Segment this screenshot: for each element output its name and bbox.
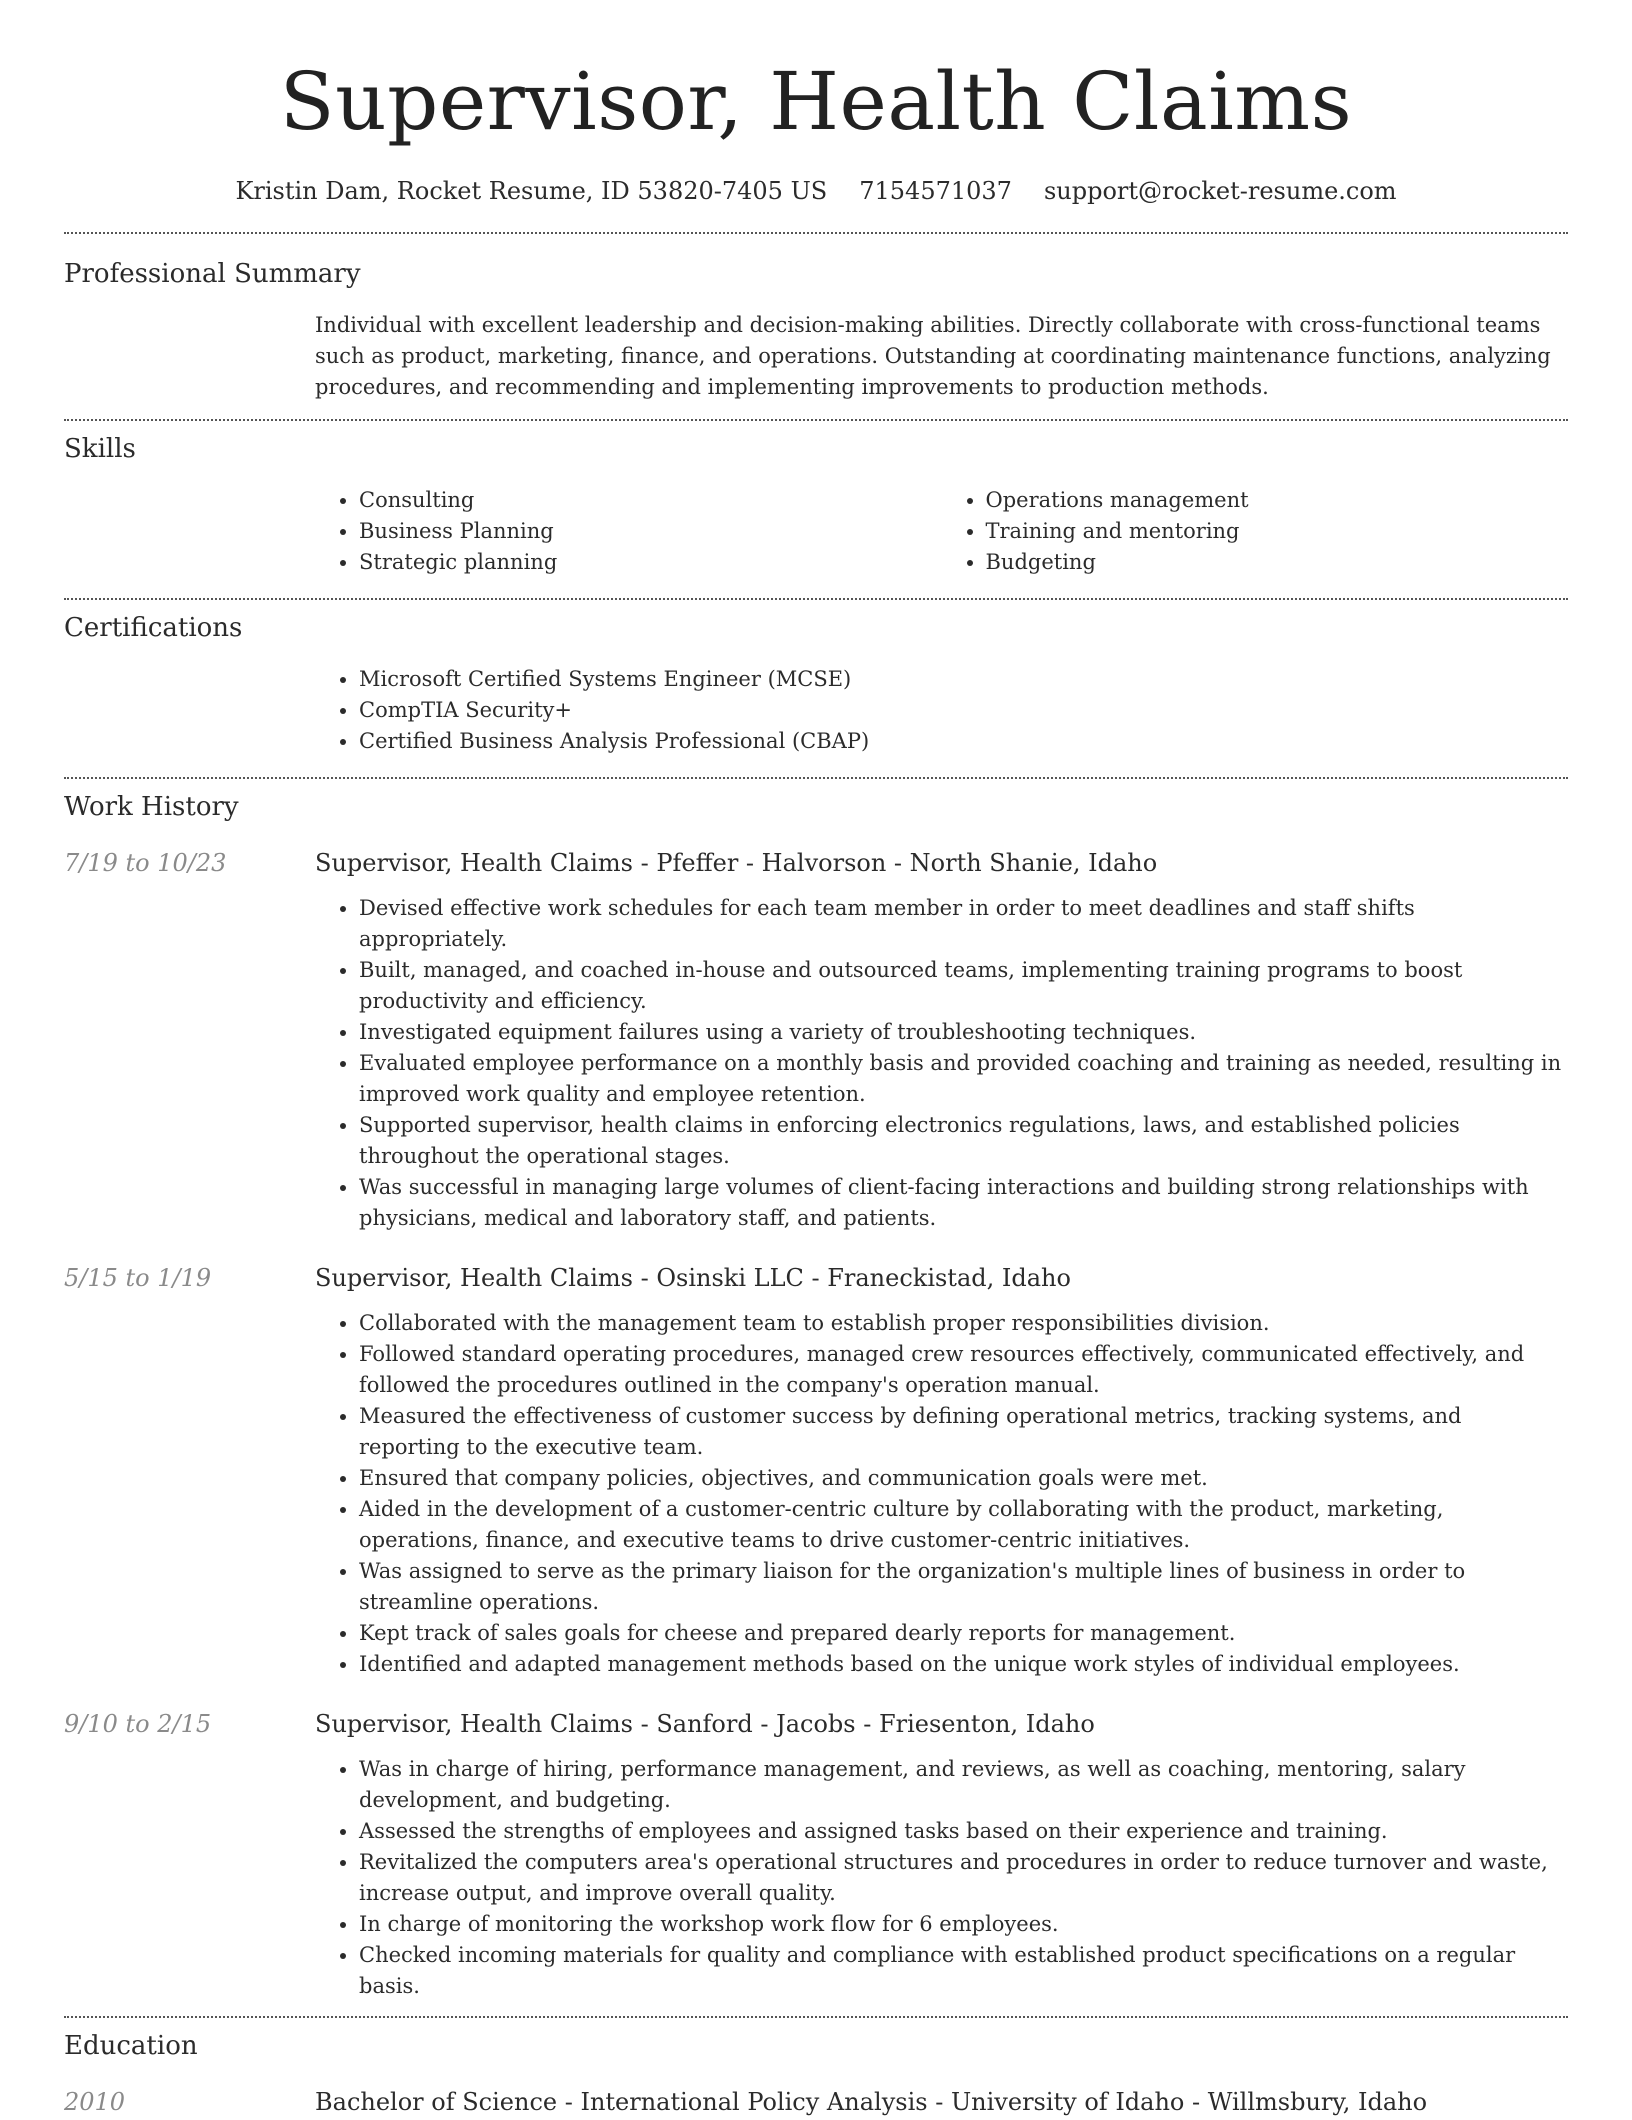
work-history-section (64, 779, 1568, 2002)
job-bullet: • In charge of monitoring the workshop work flow for 6 employees. (359, 1909, 1568, 1940)
job-bullet: • Revitalized the computers area's operational structures and procedures in order to reduce turnover and waste, increase output, and improve overall quality. (359, 1847, 1568, 1909)
job-bullets (315, 1754, 1568, 2002)
job-bullet: • Aided in the development of a customer-centric culture by collaborating with the product, marketing, operations, finance, and executive teams to drive customer-centric initiatives. (359, 1494, 1568, 1556)
summary-section (64, 234, 1568, 403)
job-bullet: • Was successful in managing large volumes of client-facing interactions and building strong relationships with physicians, medical and laboratory staff, and patients. (359, 1172, 1568, 1234)
job-bullet: • Was in charge of hiring, performance management, and reviews, as well as coaching, mentoring, salary development, and budgeting. (359, 1754, 1568, 1816)
certification-item: • CompTIA Security+ (359, 695, 1568, 726)
skills-heading: Skills (64, 434, 136, 464)
skill-item: • Strategic planning (359, 547, 942, 578)
job-bullet: • Supported supervisor, health claims in enforcing electronics regulations, laws, and established policies throughout the operational stages. (359, 1110, 1568, 1172)
education-entry (64, 2084, 1568, 2120)
education-heading-line: Bachelor of Science - International Policy Analysis - University of Idaho - Willmsbury, Idaho (315, 2088, 1428, 2116)
work-history-heading: Work History (64, 792, 239, 822)
education-date: 2010 (64, 2088, 126, 2116)
job-bullet: • Identified and adapted management methods based on the unique work styles of individual employees. (359, 1649, 1568, 1680)
job-bullet: • Checked incoming materials for quality and compliance with established product specifications on a regular basis. (359, 1940, 1568, 2002)
education-section (64, 2018, 1568, 2120)
job-bullet: • Kept track of sales goals for cheese and prepared dearly reports for management. (359, 1618, 1568, 1649)
job-bullet: • Devised effective work schedules for each team member in order to meet deadlines and staff shifts appropriately. (359, 893, 1568, 955)
page-title: Supervisor, Health Claims (279, 55, 1353, 148)
job-date: 5/15 to 1/19 (64, 1264, 212, 1292)
job-bullet: • Investigated equipment failures using a variety of troubleshooting techniques. (359, 1017, 1568, 1048)
certification-item: • Certified Business Analysis Professional (CBAP) (359, 726, 1568, 757)
job-bullet: • Collaborated with the management team to establish proper responsibilities division. (359, 1308, 1568, 1339)
contact-phone: 7154571037 (859, 177, 1012, 205)
skills-list-left (315, 485, 942, 578)
summary-heading: Professional Summary (64, 259, 361, 289)
job-heading: Supervisor, Health Claims - Sanford - Jacobs - Friesenton, Idaho (315, 1710, 1095, 1738)
skills-body (315, 485, 1568, 578)
job-bullet: • Followed standard operating procedures, managed crew resources effectively, communicated effectively, and followed the procedures outlined in the company's operation manual. (359, 1339, 1568, 1401)
certifications-section (64, 600, 1568, 757)
job-bullet: • Assessed the strengths of employees and assigned tasks based on their experience and training. (359, 1816, 1568, 1847)
skills-section (64, 421, 1568, 578)
job-bullet: • Measured the effectiveness of customer success by defining operational metrics, tracking systems, and reporting to the executive team. (359, 1401, 1568, 1463)
job-bullet-list (315, 1754, 1568, 2002)
job-bullet: • Was assigned to serve as the primary liaison for the organization's multiple lines of business in order to streamline operations. (359, 1556, 1568, 1618)
job-date: 9/10 to 2/15 (64, 1710, 212, 1738)
job-entry (64, 845, 1568, 1234)
job-bullet: • Ensured that company policies, objectives, and communication goals were met. (359, 1463, 1568, 1494)
job-bullets (315, 1308, 1568, 1680)
certifications-list (315, 664, 1568, 757)
job-date: 7/19 to 10/23 (64, 849, 227, 877)
skill-item: • Budgeting (986, 547, 1569, 578)
summary-text: Individual with excellent leadership and decision-making abilities. Directly collaborate with cross-functional teams such as product, marketing, finance, and operations. Outstanding at coordinating maintenance functions, analyzing procedures, and recommending and implementing improvements to production methods. (315, 313, 1551, 399)
skill-item: • Training and mentoring (986, 516, 1569, 547)
education-heading: Education (64, 2031, 198, 2061)
job-entry (64, 1260, 1568, 1680)
skill-item: • Business Planning (359, 516, 942, 547)
job-heading: Supervisor, Health Claims - Pfeffer - Halvorson - North Shanie, Idaho (315, 849, 1158, 877)
job-bullets (315, 893, 1568, 1234)
contact-line (64, 174, 1568, 208)
skill-item: • Operations management (986, 485, 1569, 516)
job-bullet-list (315, 1308, 1568, 1680)
contact-email: support@rocket-resume.com (1043, 177, 1397, 205)
certification-item: • Microsoft Certified Systems Engineer (MCSE) (359, 664, 1568, 695)
certifications-heading: Certifications (64, 613, 243, 643)
skills-list-right (942, 485, 1569, 578)
job-bullet-list (315, 893, 1568, 1234)
summary-body (315, 310, 1568, 403)
job-bullet: • Built, managed, and coached in-house and outsourced teams, implementing training programs to boost productivity and efficiency. (359, 955, 1568, 1017)
contact-address: Kristin Dam, Rocket Resume, ID 53820-7405 US (235, 177, 828, 205)
job-entry (64, 1706, 1568, 2002)
job-bullet: • Evaluated employee performance on a monthly basis and provided coaching and training as needed, resulting in improved work quality and employee retention. (359, 1048, 1568, 1110)
skill-item: • Consulting (359, 485, 942, 516)
certifications-body (315, 664, 1568, 757)
job-heading: Supervisor, Health Claims - Osinski LLC - Franeckistad, Idaho (315, 1264, 1071, 1292)
